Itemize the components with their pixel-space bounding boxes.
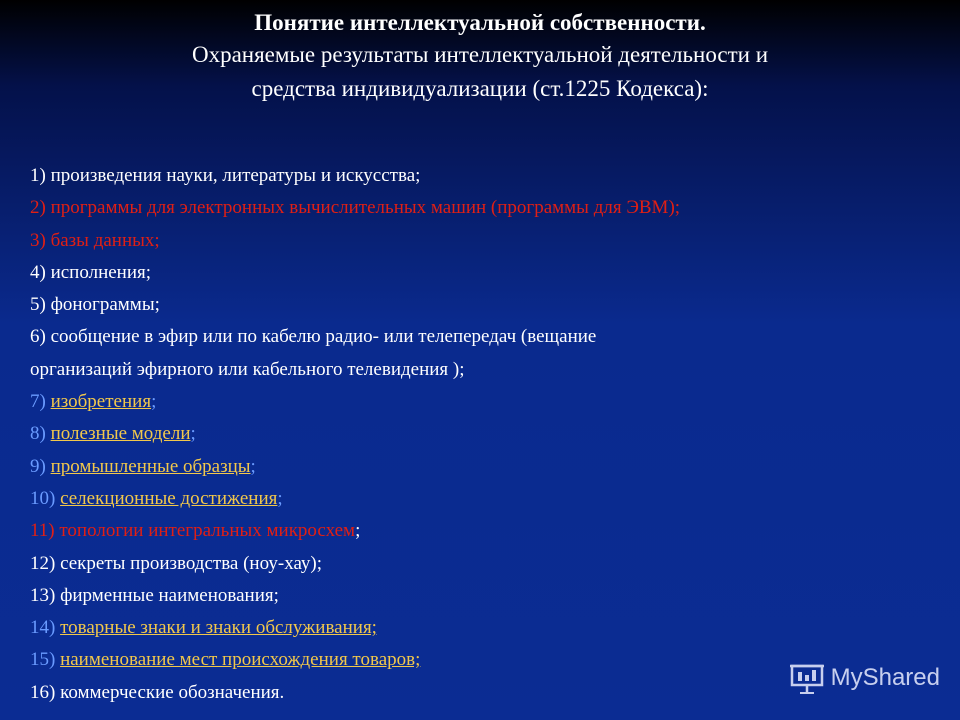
item-number: 10) (30, 487, 56, 509)
item-punct: ; (250, 455, 256, 477)
list-item-5 (30, 289, 930, 321)
list-item-7 (30, 386, 930, 418)
watermark-text: MyShared (830, 664, 940, 691)
page-title: Понятие интеллектуальной собственности. (254, 10, 706, 35)
subtitle-line-1: Охраняемые результаты интеллектуальной деятельности и (191, 42, 769, 67)
item-punct: ; (355, 520, 361, 542)
item-text: 3) базы данных; (30, 229, 160, 251)
list-item-13 (30, 580, 930, 612)
item-text: 5) фонограммы; (30, 294, 160, 316)
list-item-8 (30, 418, 930, 450)
item-punct: ; (277, 487, 283, 509)
list-item-4 (30, 257, 930, 289)
list-item-6-cont (30, 354, 930, 386)
list-item-9 (30, 451, 930, 483)
item-punct: ; (151, 391, 157, 413)
presentation-board-icon (789, 662, 825, 694)
watermark (789, 662, 940, 694)
list-item-12 (30, 548, 930, 580)
item-text: 6) сообщение в эфир или по кабелю радио- или телепередач (вещание (30, 326, 597, 348)
item-number: 7) (30, 391, 46, 413)
item-text: 2) программы для электронных вычислительных машин (программы для ЭВМ); (30, 197, 681, 219)
item-number: 15) (30, 649, 56, 671)
item-punct: ; (190, 423, 196, 445)
list-item-6 (30, 321, 930, 353)
link-trademarks[interactable]: товарные знаки и знаки обслуживания; (60, 617, 377, 639)
list-item-1 (30, 160, 930, 192)
list-item-11 (30, 515, 930, 547)
link-utility-models[interactable]: полезные модели (50, 423, 191, 445)
list-item-10 (30, 483, 930, 515)
item-text: 13) фирменные наименования; (30, 584, 279, 606)
subtitle-line-2: средства индивидуализации (ст.1225 Кодекса): (251, 76, 709, 101)
item-text: 11) топологии интегральных микросхем (30, 520, 356, 542)
link-industrial-designs[interactable]: промышленные образцы (50, 455, 251, 477)
item-text: 16) коммерческие обозначения. (30, 681, 285, 703)
item-number: 14) (30, 617, 56, 639)
item-text: 4) исполнения; (30, 261, 152, 283)
list-item-14 (30, 612, 930, 644)
list-item-3 (30, 225, 930, 257)
item-number: 9) (30, 455, 46, 477)
link-appellations-of-origin[interactable]: наименование мест происхождения товаров; (60, 649, 421, 671)
link-inventions[interactable]: изобретения (50, 391, 152, 413)
item-text: 12) секреты производства (ноу-хау); (30, 552, 323, 574)
item-text: организаций эфирного или кабельного телевидения ); (30, 358, 465, 380)
list-item-2 (30, 192, 930, 224)
item-number: 8) (30, 423, 46, 445)
item-text: 1) произведения науки, литературы и искусства; (30, 165, 421, 186)
link-selection-achievements[interactable]: селекционные достижения (60, 487, 278, 509)
title-block (0, 8, 960, 106)
protected-results-list (30, 160, 930, 709)
